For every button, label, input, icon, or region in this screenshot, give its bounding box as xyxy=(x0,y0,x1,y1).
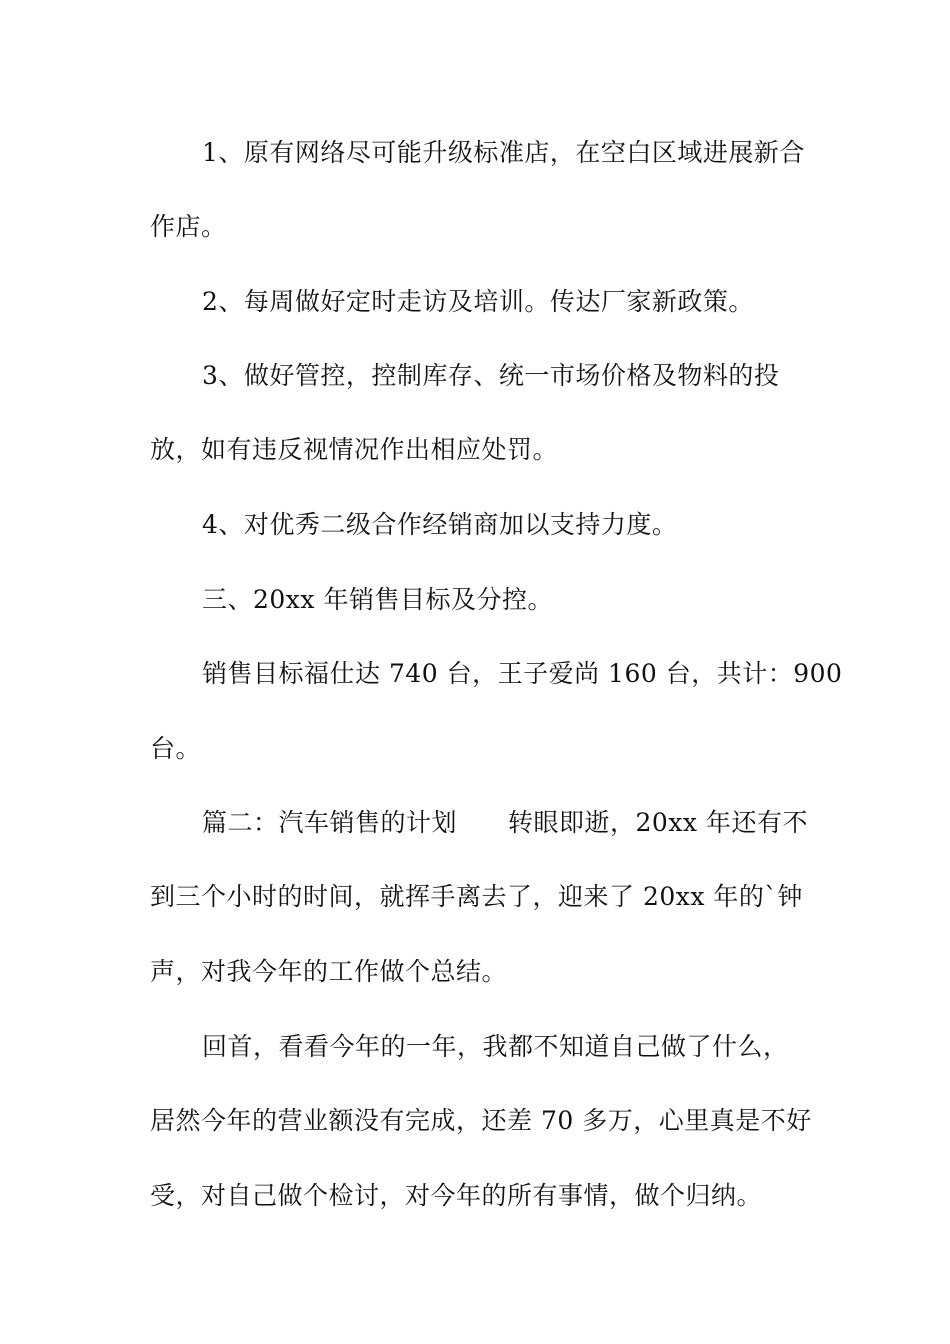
paragraph-line: 4、对优秀二级合作经销商加以支持力度。 xyxy=(202,510,678,539)
paragraph-line: 3、做好管控，控制库存、统一市场价格及物料的投 xyxy=(202,361,780,390)
paragraph-line: 回首，看看今年的一年，我都不知道自己做了什么， xyxy=(202,1032,789,1061)
paragraph-line: 篇二：汽车销售的计划 转眼即逝，20xx 年还有不 xyxy=(202,808,808,837)
paragraph-line: 受，对自己做个检讨，对今年的所有事情，做个归纳。 xyxy=(150,1181,763,1210)
paragraph-line: 放，如有违反视情况作出相应处罚。 xyxy=(150,435,559,464)
paragraph-line: 台。 xyxy=(150,734,202,763)
paragraph-line: 声，对我今年的工作做个总结。 xyxy=(150,957,508,986)
paragraph-line: 2、每周做好定时走访及培训。传达厂家新政策。 xyxy=(202,287,754,316)
paragraph-line: 销售目标福仕达 740 台，王子爱尚 160 台，共计：900 xyxy=(202,659,843,688)
paragraph-line: 1、原有网络尽可能升级标准店，在空白区域进展新合 xyxy=(202,138,805,167)
paragraph-line: 作店。 xyxy=(150,212,227,241)
paragraph-line: 到三个小时的时间，就挥手离去了，迎来了 20xx 年的`钟 xyxy=(150,882,803,911)
paragraph-line: 居然今年的营业额没有完成，还差 70 多万，心里真是不好 xyxy=(150,1106,812,1135)
section-heading: 三、20xx 年销售目标及分控。 xyxy=(202,585,553,614)
